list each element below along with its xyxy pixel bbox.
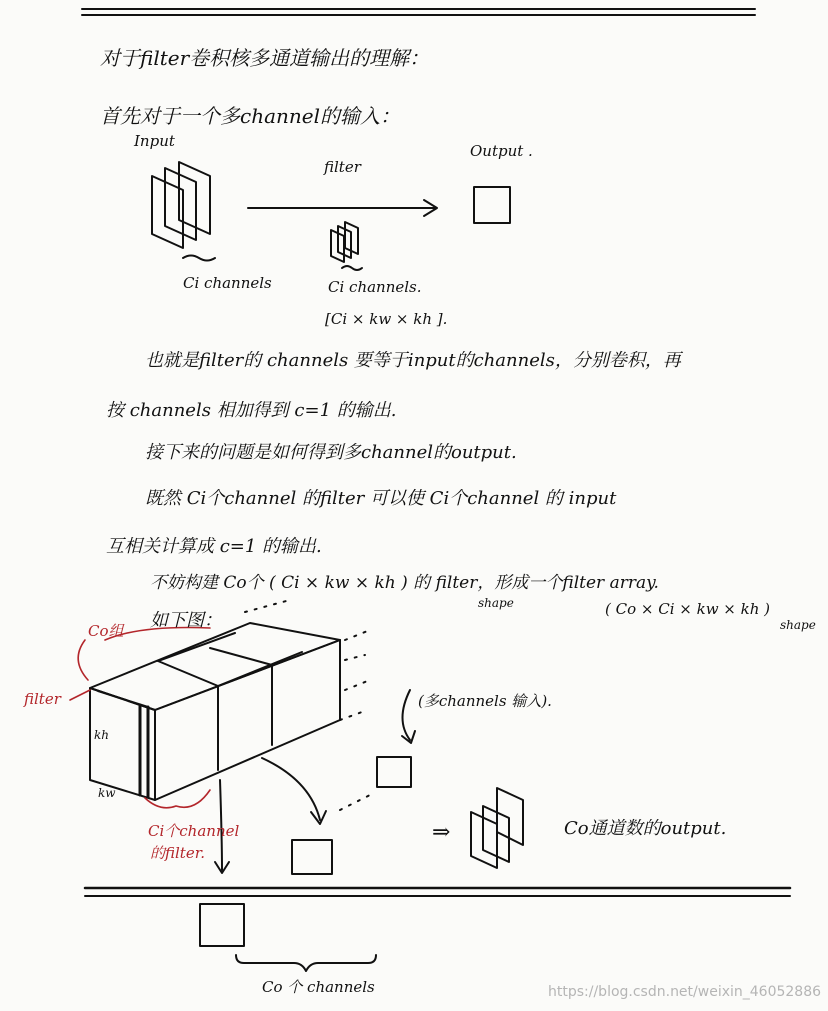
- filter-shape-label: [Ci × kw × kh ].: [325, 310, 448, 328]
- output-box: [474, 187, 510, 223]
- filter-red-label: filter: [24, 690, 61, 708]
- input-label: Input: [134, 132, 175, 150]
- shape-word: shape: [478, 596, 514, 610]
- output-channel-stack: [471, 788, 523, 868]
- kh-label: kh: [94, 728, 109, 742]
- filter-channels-label: Ci channels.: [328, 278, 422, 296]
- co-group-label: Co组: [88, 622, 124, 640]
- co-output-label: Co通道数的output.: [564, 818, 727, 839]
- implies-icon: ⇒: [432, 820, 451, 845]
- para4-line2: 如下图：: [150, 610, 222, 631]
- para1-line1: 也就是filter的 channels 要等于input的channels，分别卷积，再: [145, 350, 681, 371]
- output-box: [200, 904, 244, 946]
- co-channels-label: Co 个 channels: [262, 978, 375, 996]
- filter-array-cuboid: [90, 623, 340, 800]
- array-shape: ( Co × Ci × kw × kh ): [605, 600, 771, 618]
- input-channel-stack: [152, 162, 215, 261]
- brace: [236, 955, 376, 971]
- multi-input-label: (多channels 输入).: [418, 692, 552, 710]
- para4-line1: 不妨构建 Co个 ( Ci × kw × kh ) 的 filter，形成一个filter array.: [150, 573, 659, 593]
- output-box: [292, 840, 332, 874]
- para2-line: 接下来的问题是如何得到多channel的output.: [145, 442, 517, 463]
- watermark: https://blog.csdn.net/weixin_46052886: [548, 984, 822, 1000]
- para1-line2: 按 channels 相加得到 c=1 的输出.: [106, 400, 397, 421]
- para3-line2: 互相关计算成 c=1 的输出.: [106, 536, 322, 557]
- input-channels-label: Ci channels: [183, 274, 272, 292]
- kw-label: kw: [98, 786, 116, 800]
- output-label: Output .: [470, 142, 533, 160]
- note-title: 对于filter卷积核多通道输出的理解：: [100, 46, 430, 70]
- arrow-icon: [403, 690, 411, 740]
- para3-line1: 既然 Ci个channel 的filter 可以使 Ci个channel 的 input: [145, 488, 617, 509]
- output-box: [377, 757, 411, 787]
- filter-label: filter: [324, 158, 361, 176]
- dotted-continuation: [245, 600, 370, 810]
- arrow-icon: [262, 758, 320, 820]
- arrow-icon: [248, 200, 437, 216]
- ci-channel-label: Ci个channel: [148, 822, 240, 840]
- shape-word-2: shape: [780, 618, 816, 632]
- filter-stack: [331, 222, 362, 270]
- of-filter-label: 的filter.: [150, 844, 205, 862]
- intro-line: 首先对于一个多channel的输入：: [100, 104, 400, 128]
